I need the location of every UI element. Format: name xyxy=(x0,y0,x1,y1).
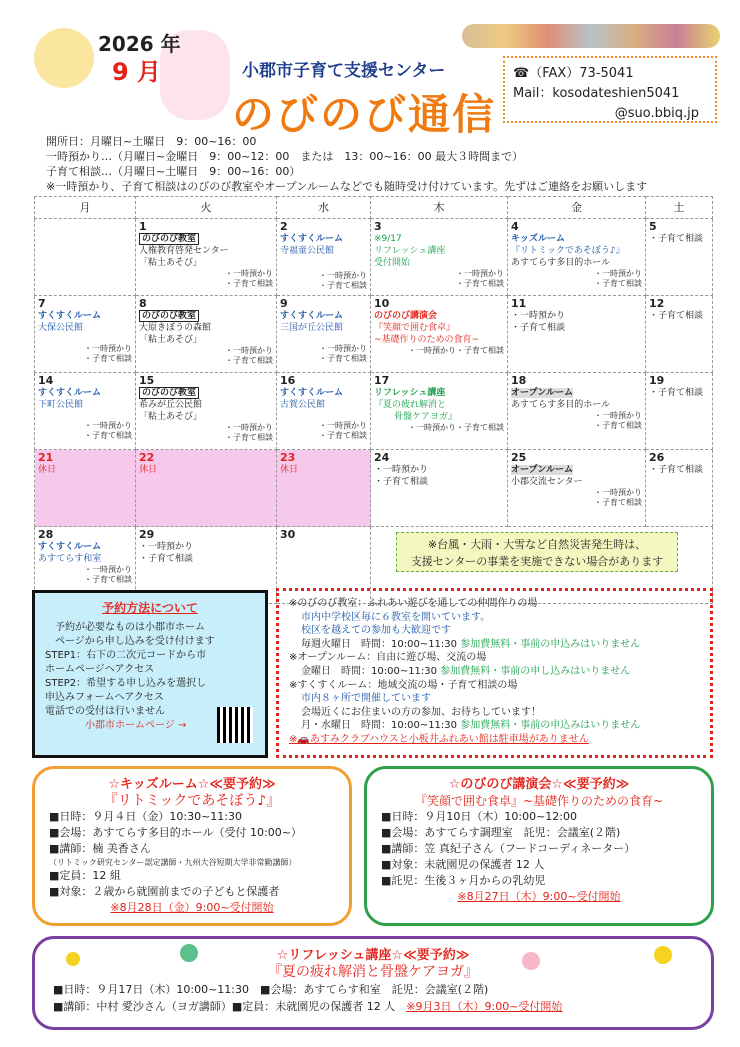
calendar-cell: 9 すくすくルーム 三国が丘公民館 ・一時預かり ・子育て相談 xyxy=(277,296,371,373)
organization-name: 小郡市子育て支援センター xyxy=(242,61,446,81)
calendar-cell: 25 オープンルーム 小郡交流センター ・一時預かり ・子育て相談 xyxy=(508,450,646,527)
kids-title: ☆キッズルーム☆≪要予約≫ xyxy=(108,777,276,792)
calendar-cell: 15 のびのび教室 希みが丘公民館 「粘土あそび」 ・一時預かり ・子育て相談 xyxy=(136,373,277,450)
refresh-title: ☆リフレッシュ講座☆≪要予約≫ xyxy=(276,948,470,963)
calendar-cell: 29 ・一時預かり ・子育て相談 xyxy=(136,527,277,604)
calendar-cell: 8 のびのび教室 大原きぼうの森館 「粘土あそび」 ・一時預かり ・子育て相談 xyxy=(136,296,277,373)
calendar-cell: 30 xyxy=(277,527,371,604)
calendar-cell-holiday: 21 休日 xyxy=(35,450,136,527)
calendar-cell: 28 すくすくルーム あすてらす和室 ・一時預かり ・子育て相談 xyxy=(35,527,136,604)
calendar-cell-holiday: 22 休日 xyxy=(136,450,277,527)
calendar-cell: 2 すくすくルーム 寺福童公民館 ・一時預かり ・子育て相談 xyxy=(277,219,371,296)
circle-icon xyxy=(180,944,198,962)
calendar-cell: 1 のびのび教室 人権教育啓発センター 「粘土あそび」 ・一時預かり ・子育て相談 xyxy=(136,219,277,296)
qr-code-icon[interactable] xyxy=(217,707,253,743)
programs-description: ※のびのび教室：ふれあい遊びを通しての仲間作りの場 市内中学校区毎に６教室を開いています。 校区を越えての参加も大歓迎です 毎週火曜日 時間：10:00~11:30 参加費無料・事前の申込みはいりません ※オープンルーム：自由に遊び場、交流の場 金曜日 時間：10:00~11:30 参加費無料・事前の申し込みはいりません ※すくすくルーム：地域交流の場・子育て相談の場 市内８ヶ所で開催しています 会場近くにお住まいの方の参加、お待ちしています！ 月・水曜日 時間：10:00~11:30 参加費無料・事前の申込みはいりません ※🚗あすみクラブハウスと小板井ふれあい館は駐車場がありません xyxy=(276,588,713,758)
reservation-title: 予約方法について xyxy=(102,601,198,615)
mail-domain: @suo.bbiq.jp xyxy=(614,106,699,121)
calendar-cell: 12 ・子育て相談 xyxy=(646,296,713,373)
mail-address[interactable]: Mail：kosodateshien5041 xyxy=(513,86,680,101)
fax-number: ☎（FAX）73-5041 xyxy=(513,66,634,81)
calendar-cell: 17 リフレッシュ講座 『夏の疲れ解消と 骨盤ケアヨガ』 ・一時預かり・子育て相談 xyxy=(371,373,508,450)
calendar-cell: 7 すくすくルーム 大保公民館 ・一時預かり ・子育て相談 xyxy=(35,296,136,373)
refresh-subtitle: 『夏の疲れ解消と骨盤ケアヨガ』 xyxy=(268,964,478,980)
hours-info: 開所日：月曜日~土曜日 9：00~16：00 一時預かり…（月曜日~金曜日 9：00~12：00 または 13：00~16：00 最大３時間まで） 子育て相談…（月曜日~土曜日 9：00~16：00） ※一時預かり、子育て相談はのびのび教室やオープンルームなどでも随時受け付けています。先ずはご連絡をお願いします xyxy=(46,135,648,193)
header-year: 2026 年 xyxy=(98,32,181,56)
newsletter-title: のびのび通信 xyxy=(232,90,497,139)
calendar-cell: 16 すくすくルーム 古賀公民館 ・一時預かり ・子育て相談 xyxy=(277,373,371,450)
kids-subtitle: 『リトミックであそぼう♪』 xyxy=(103,793,281,809)
food-illustrations xyxy=(462,24,720,48)
calendar-cell: 5 ・子育て相談 xyxy=(646,219,713,296)
weekday-header: 土 xyxy=(646,197,713,219)
lecture-subtitle: 『笑顔で囲む食卓』~基礎作りのための食育~ xyxy=(414,794,664,808)
weekday-header: 木 xyxy=(371,197,508,219)
weekday-header: 金 xyxy=(508,197,646,219)
flower-icon xyxy=(66,952,80,966)
contact-box xyxy=(503,56,717,123)
calendar-cell: 19 ・子育て相談 xyxy=(646,373,713,450)
calendar-cell: 26 ・子育て相談 xyxy=(646,450,713,527)
calendar-cell: 3 ※9/17 リフレッシュ講座 受付開始 ・一時預かり ・子育て相談 xyxy=(371,219,508,296)
homepage-link[interactable]: 小郡市ホームページ → xyxy=(85,720,187,731)
calendar-cell-empty xyxy=(35,219,136,296)
weekday-header: 月 xyxy=(35,197,136,219)
calendar-cell: 11 ・一時預かり ・子育て相談 xyxy=(508,296,646,373)
calendar-cell: 10 のびのび講演会 『笑顔で囲む食卓』 ~基礎作りのための食育~ ・一時預かり・子育て相談 xyxy=(371,296,508,373)
calendar-cell: 24 ・一時預かり ・子育て相談 xyxy=(371,450,508,527)
sun-illustration xyxy=(34,28,94,88)
flower-icon xyxy=(522,952,540,970)
lecture-event: ☆のびのび講演会☆≪要予約≫ 『笑顔で囲む食卓』~基礎作りのための食育~ ■日時：９月10日（木）10:00~12:00 ■会場：あすてらす調理室 託児：会議室(２階) ■講師：笠 真紀子さん（フードコーディネーター） ■対象：未就園児の保護者 12 人 ■託児：生後３ヶ月からの乳幼児 ※8月27日（木）9:00~受付開始 xyxy=(364,766,714,926)
refresh-reception-date: ※9月3日（木）9:00~受付開始 xyxy=(406,1000,563,1013)
refresh-event: ☆リフレッシュ講座☆≪要予約≫ 『夏の疲れ解消と骨盤ケアヨガ』 ■日時：９月17日（木）10:00~11:30 ■会場：あすてらす和室 託児：会議室(２階) ■講師：中村 愛沙さん（ヨガ講師）■定員：未就園児の保護者 12 人 ※9月3日（木）9:00~受付開始 xyxy=(32,936,714,1030)
kids-reception-date: ※8月28日（金）9:00~受付開始 xyxy=(110,901,274,914)
calendar-cell: 18 オープンルーム あすてらす多目的ホール ・一時預かり ・子育て相談 xyxy=(508,373,646,450)
header-month: 9 月 xyxy=(112,58,162,86)
weekday-header: 水 xyxy=(277,197,371,219)
disaster-notice: ※台風・大雨・大雪など自然災害発生時は、 支援センターの事業を実施できない場合があります xyxy=(396,532,678,572)
calendar-cell-holiday: 23 休日 xyxy=(277,450,371,527)
weekday-header: 火 xyxy=(136,197,277,219)
kids-room-event: ☆キッズルーム☆≪要予約≫ 『リトミックであそぼう♪』 ■日時：９月４日（金）10:30~11:30 ■会場：あすてらす多目的ホール（受付 10:00~） ■講師：楠 美香さん （リトミック研究センター認定講師・九州大谷短期大学非常勤講師） ■定員：12 組 ■対象：２歳から就園前までの子どもと保護者 ※8月28日（金）9:00~受付開始 xyxy=(32,766,352,926)
calendar-cell: 4 キッズルーム 『リトミックであそぼう♪』 あすてらす多目的ホール ・一時預かり ・子育て相談 xyxy=(508,219,646,296)
calendar-cell: 14 すくすくルーム 下町公民館 ・一時預かり ・子育て相談 xyxy=(35,373,136,450)
lecture-reception-date: ※8月27日（木）9:00~受付開始 xyxy=(457,890,621,903)
lecture-title: ☆のびのび講演会☆≪要予約≫ xyxy=(448,777,630,792)
reservation-info: 予約方法について 予約が必要なものは小郡市ホーム ページから申し込みを受け付けます STEP1：右下の二次元コードから市 ホームページへアクセス STEP2：希望する申し込みを選択し 申込みフォームへアクセス 電話での受付は行いません 小郡市ホームページ → xyxy=(32,590,268,758)
circle-icon xyxy=(654,946,672,964)
